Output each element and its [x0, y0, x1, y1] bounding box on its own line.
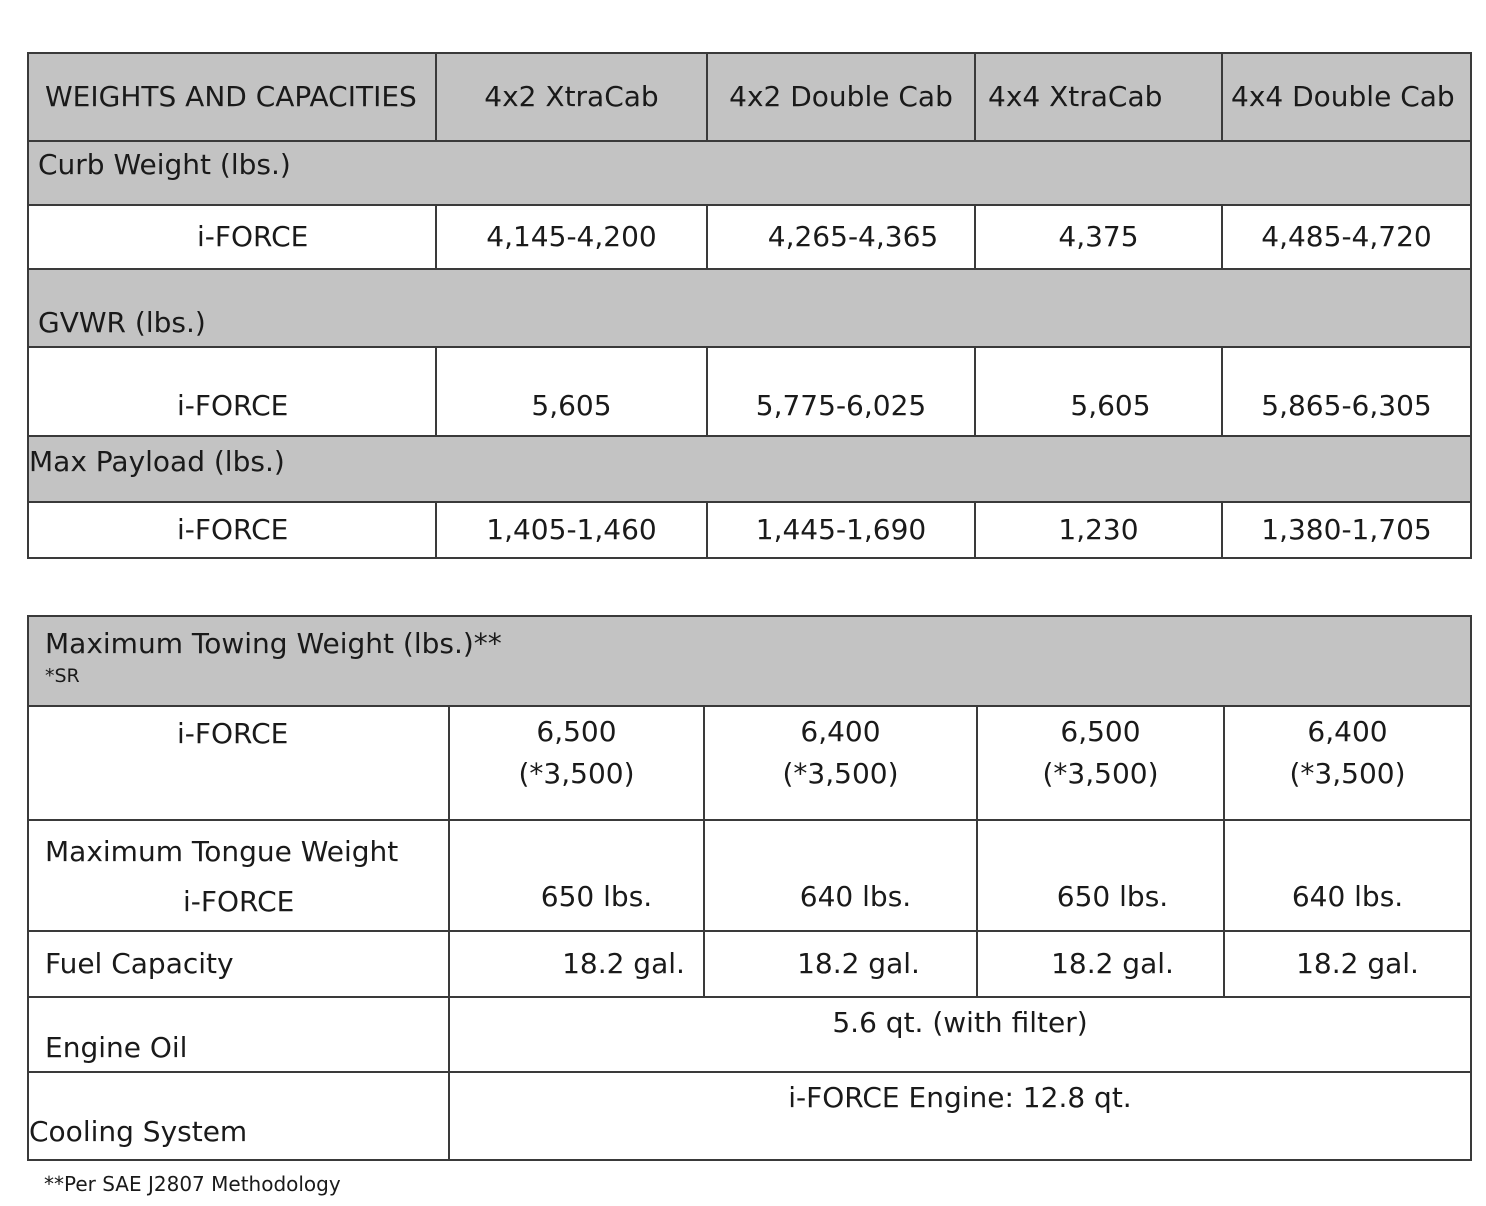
value-cell: 18.2 gal.	[704, 931, 977, 997]
table-row	[28, 502, 1471, 558]
table-row	[28, 820, 1471, 931]
header-cell-title: WEIGHTS AND CAPACITIES	[28, 53, 436, 141]
value-cell	[449, 706, 704, 820]
towing-subtitle: *SR	[45, 665, 80, 687]
header-cell-4x2-xtracab: 4x2 XtraCab	[436, 53, 707, 141]
table-row	[28, 1072, 1471, 1160]
row-label: i-FORCE	[28, 706, 449, 820]
header-cell-4x4-xtracab: 4x4 XtraCab	[975, 53, 1222, 141]
value-cell: 18.2 gal.	[449, 931, 704, 997]
value-cell: 1,230	[975, 502, 1222, 558]
header-row	[28, 53, 1471, 141]
value-cell: 4,265-4,365	[707, 205, 975, 269]
footnote: **Per SAE J2807 Methodology	[44, 1172, 341, 1196]
row-label: i-FORCE	[28, 205, 436, 269]
towing-sr-value: (*3,500)	[782, 757, 899, 790]
towing-header-row	[28, 616, 1471, 706]
value-cell	[977, 706, 1224, 820]
section-title: GVWR (lbs.)	[28, 269, 1471, 347]
value-cell	[704, 706, 977, 820]
value-cell: 640 lbs.	[704, 820, 977, 931]
towing-fluids-table	[27, 615, 1472, 1161]
towing-value: 6,400	[800, 715, 881, 748]
value-cell: 4,375	[975, 205, 1222, 269]
towing-title-cell	[28, 616, 1471, 706]
towing-sr-value: (*3,500)	[1042, 757, 1159, 790]
value-cell: 5.6 qt. (with filter)	[449, 997, 1471, 1072]
towing-value: 6,400	[1307, 715, 1388, 748]
header-cell-4x4-double-cab: 4x4 Double Cab	[1222, 53, 1471, 141]
row-label: Engine Oil	[28, 997, 449, 1072]
value-cell: 1,445-1,690	[707, 502, 975, 558]
table-row	[28, 997, 1471, 1072]
value-cell: i-FORCE Engine: 12.8 qt.	[449, 1072, 1471, 1160]
table-row	[28, 706, 1471, 820]
table-row	[28, 205, 1471, 269]
value-cell: 650 lbs.	[977, 820, 1224, 931]
value-cell: 640 lbs.	[1224, 820, 1471, 931]
row-label: Fuel Capacity	[28, 931, 449, 997]
value-cell: 5,865-6,305	[1222, 347, 1471, 436]
row-label: i-FORCE	[28, 347, 436, 436]
row-label-cell	[28, 820, 449, 931]
value-cell: 1,405-1,460	[436, 502, 707, 558]
row-label: Cooling System	[28, 1072, 449, 1160]
value-cell: 5,775-6,025	[707, 347, 975, 436]
value-cell: 650 lbs.	[449, 820, 704, 931]
section-row-max-payload	[28, 436, 1471, 502]
section-row-curb-weight	[28, 141, 1471, 205]
value-cell: 5,605	[436, 347, 707, 436]
table-row	[28, 347, 1471, 436]
value-cell: 18.2 gal.	[1224, 931, 1471, 997]
section-title: Max Payload (lbs.)	[28, 436, 1471, 502]
value-cell: 1,380-1,705	[1222, 502, 1471, 558]
towing-sr-value: (*3,500)	[518, 757, 635, 790]
towing-value: 6,500	[536, 715, 617, 748]
weights-capacities-table	[27, 52, 1472, 559]
value-cell: 5,605	[975, 347, 1222, 436]
value-cell	[1224, 706, 1471, 820]
value-cell: 4,145-4,200	[436, 205, 707, 269]
towing-title: Maximum Towing Weight (lbs.)**	[45, 627, 502, 660]
value-cell: 18.2 gal.	[977, 931, 1224, 997]
tongue-label: i-FORCE	[183, 885, 295, 918]
tongue-title: Maximum Tongue Weight	[45, 835, 399, 868]
table-row	[28, 931, 1471, 997]
towing-value: 6,500	[1060, 715, 1141, 748]
value-cell: 4,485-4,720	[1222, 205, 1471, 269]
row-label: i-FORCE	[28, 502, 436, 558]
section-row-gvwr	[28, 269, 1471, 347]
header-cell-4x2-double-cab: 4x2 Double Cab	[707, 53, 975, 141]
section-title: Curb Weight (lbs.)	[28, 141, 1471, 205]
towing-sr-value: (*3,500)	[1289, 757, 1406, 790]
